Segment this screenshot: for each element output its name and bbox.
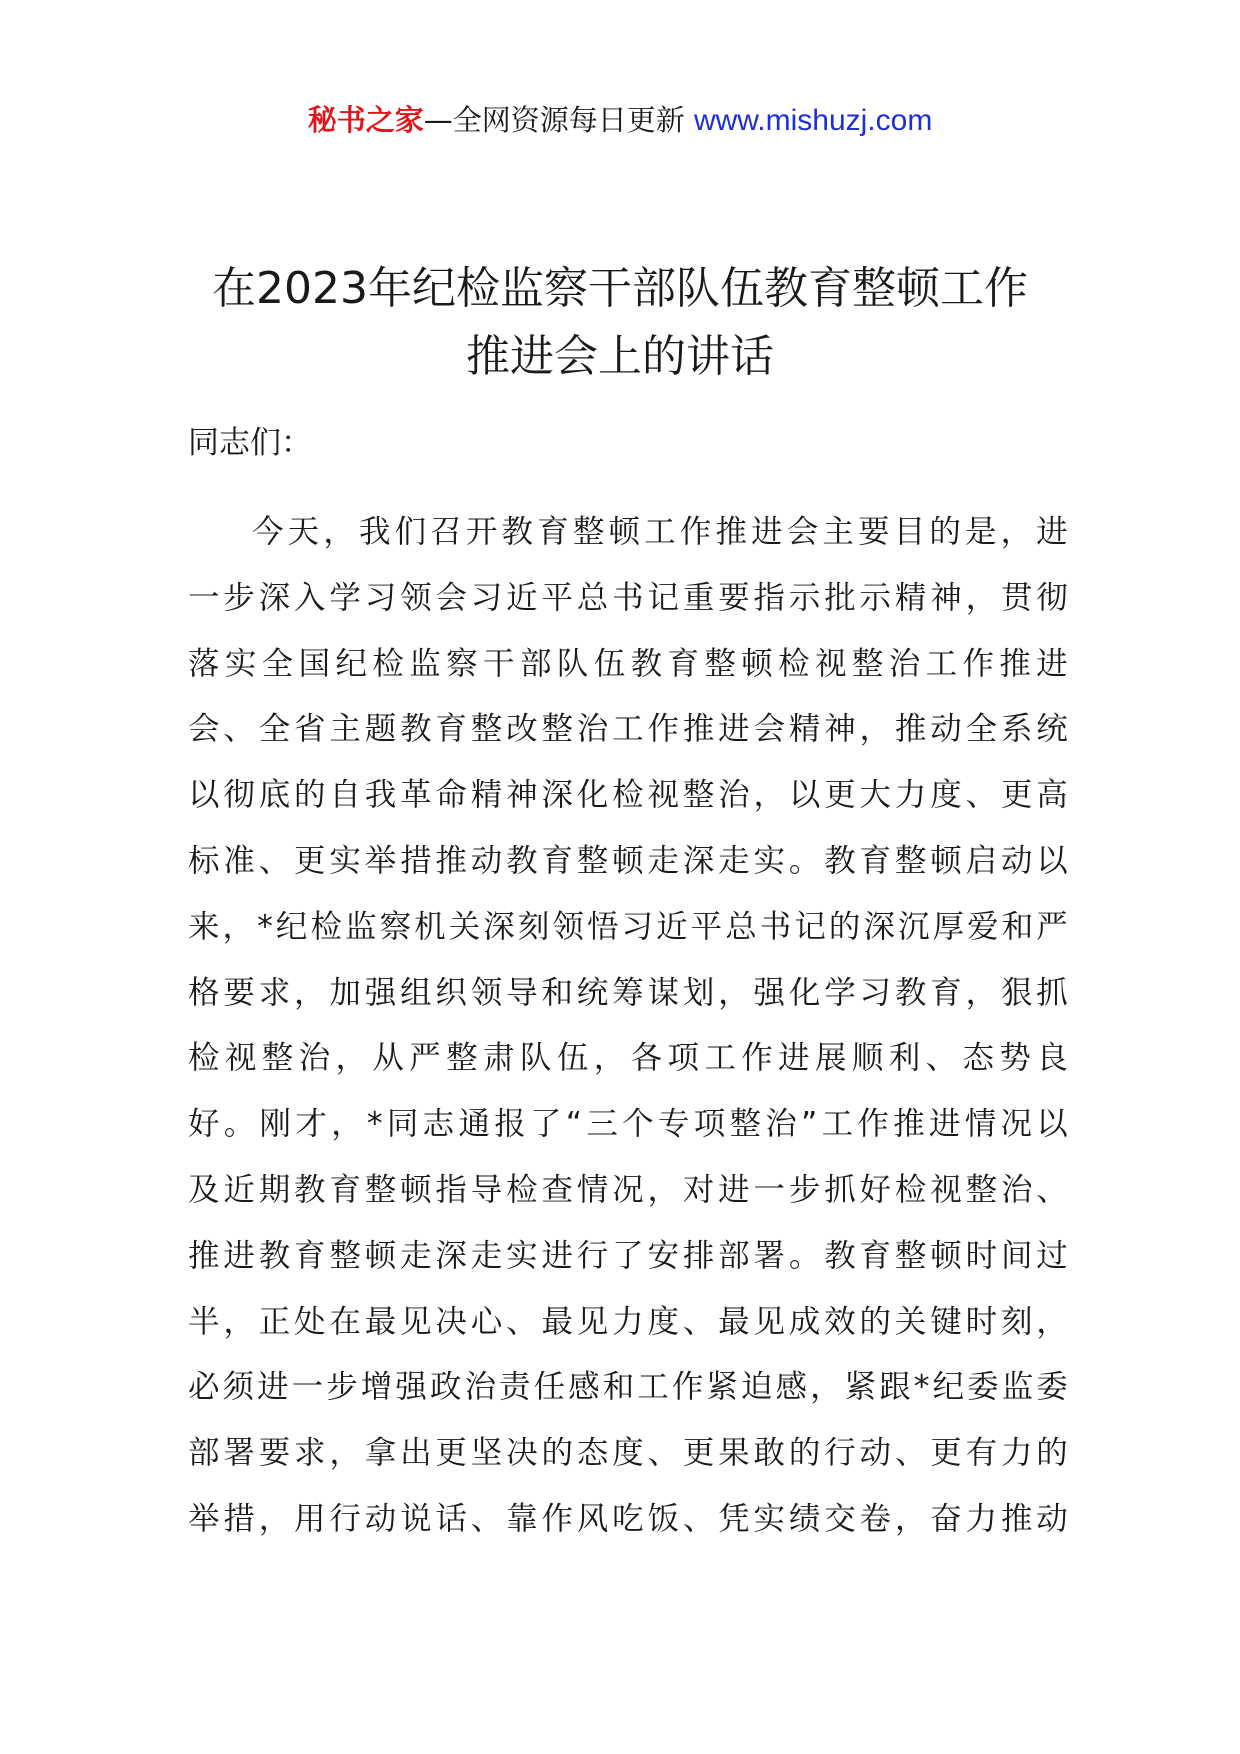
body-line: 会、全省主题教育整改整治工作推进会精神，推动全系统 — [188, 711, 1068, 748]
body-line: 落实全国纪检监察干部队伍教育整顿检视整治工作推进 — [188, 645, 1068, 682]
body-line: 今天，我们召开教育整顿工作推进会主要目的是，进 — [252, 514, 1068, 550]
body-line: 半，正处在最见决心、最见力度、最见成效的关键时刻， — [188, 1303, 1068, 1340]
document-title — [160, 255, 1080, 391]
body-line: 必须进一步增强政治责任感和工作紧迫感，紧跟*纪委监委 — [188, 1369, 1068, 1406]
body-line: 一步深入学习领会习近平总书记重要指示批示精神，贯彻 — [188, 579, 1068, 616]
body-line: 好。刚才，*同志通报了“三个专项整治”工作推进情况以 — [188, 1106, 1068, 1143]
body-line: 以彻底的自我革命精神深化检视整治，以更大力度、更高 — [188, 777, 1068, 814]
title-line-2: 推进会上的讲话 — [466, 331, 774, 382]
header-tagline: —全网资源每日更新 — [423, 103, 685, 137]
site-header — [0, 100, 1240, 141]
body-line: 推进教育整顿走深走实进行了安排部署。教育整顿时间过 — [188, 1237, 1068, 1274]
body-paragraph — [188, 500, 1068, 1553]
body-line: 格要求，加强组织领导和统筹谋划，强化学习教育，狠抓 — [188, 974, 1068, 1011]
body-line: 举措，用行动说话、靠作风吃饭、凭实绩交卷，奋力推动 — [188, 1500, 1068, 1537]
salutation: 同志们： — [188, 425, 312, 461]
body-line: 及近期教育整顿指导检查情况，对进一步抓好检视整治、 — [188, 1171, 1068, 1208]
body-line: 标准、更实举措推动教育整顿走深走实。教育整顿启动以 — [188, 842, 1068, 879]
body-line: 检视整治，从严整肃队伍，各项工作进展顺利、态势良 — [188, 1040, 1068, 1077]
title-line-1: 在2023年纪检监察干部队伍教育整顿工作 — [212, 263, 1028, 314]
site-url-link[interactable]: www.mishuzj.com — [693, 104, 933, 137]
body-line: 部署要求，拿出更坚决的态度、更果敢的行动、更有力的 — [188, 1435, 1068, 1472]
body-line: 来，*纪检监察机关深刻领悟习近平总书记的深沉厚爱和严 — [188, 908, 1068, 945]
brand-name: 秘书之家 — [307, 103, 424, 137]
